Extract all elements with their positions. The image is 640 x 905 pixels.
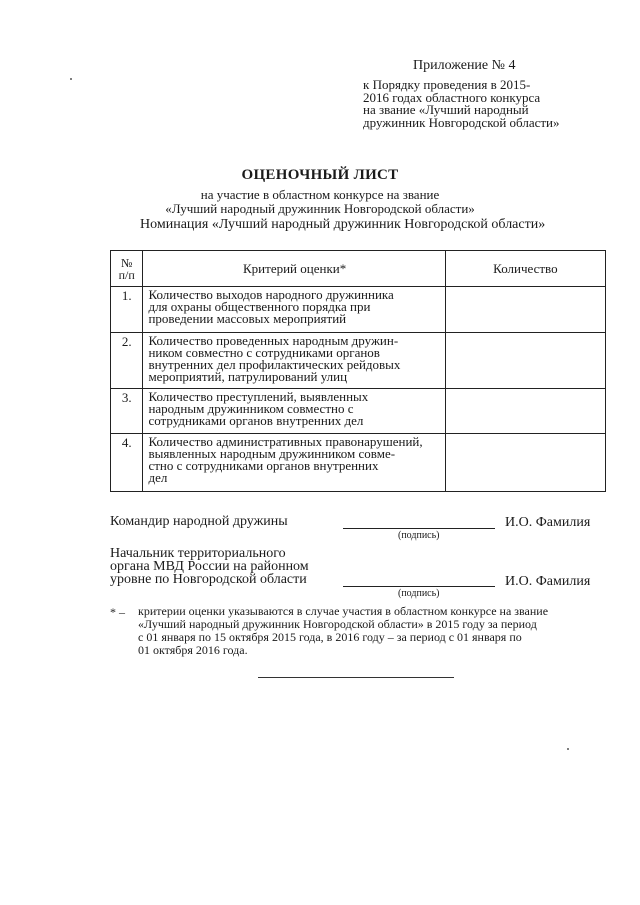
criterion-line: для охраны общественного порядка при	[148, 299, 371, 314]
table-row	[111, 389, 606, 434]
row-number: 4.	[111, 434, 143, 492]
appendix-line: 2016 годах областного конкурса	[363, 89, 541, 105]
signatory-name: И.О. Фамилия	[505, 515, 591, 530]
criterion-line: Количество административных правонарушений,	[148, 434, 423, 449]
quantity-cell[interactable]	[445, 434, 605, 492]
appendix-line: к Порядку проведения в 2015-	[363, 77, 531, 92]
signature-caption: (подпись)	[398, 530, 440, 541]
criterion-line: проведении массовых мероприятий	[148, 311, 347, 326]
table-row	[111, 333, 606, 389]
criterion-line: выявленных народным дружинником совме-	[148, 446, 396, 461]
criterion-line: народным дружинником совместно с	[148, 401, 354, 416]
quantity-cell[interactable]	[445, 389, 605, 434]
signature-line[interactable]	[343, 528, 495, 529]
criterion-line: Количество проведенных народным дружин-	[148, 333, 399, 348]
criterion-line: внутренних дел профилактических рейдовых	[148, 357, 401, 372]
appendix-title: Приложение № 4	[413, 58, 516, 73]
closing-rule	[258, 677, 454, 678]
signatory-label-line: органа МВД России на районном	[110, 559, 309, 574]
scan-speck	[567, 748, 569, 750]
footnote-line: «Лучший народный дружинник Новгородской области» в 2015 году за период	[138, 617, 537, 631]
subtitle-line: «Лучший народный дружинник Новгородской области»	[165, 201, 475, 216]
appendix-line: на звание «Лучший народный	[363, 102, 529, 117]
document-subtitle	[0, 188, 640, 216]
signatory-name: И.О. Фамилия	[505, 574, 591, 589]
criterion-line: Количество выходов народного дружинника	[148, 287, 394, 302]
criterion-cell	[143, 434, 445, 492]
subtitle-line: на участие в областном конкурсе на звание	[200, 187, 440, 202]
appendix-reference	[363, 79, 593, 129]
row-number: 1.	[111, 287, 143, 333]
signatory-label-line: Командир народной дружины	[110, 514, 288, 529]
criterion-cell	[143, 389, 445, 434]
criterion-line: Количество преступлений, выявленных	[148, 389, 369, 404]
criterion-line: дел	[148, 470, 168, 485]
row-number: 3.	[111, 389, 143, 434]
header-quantity: Количество	[445, 251, 605, 287]
scan-speck	[70, 78, 72, 80]
table-header-row	[111, 251, 606, 287]
signature-caption: (подпись)	[398, 588, 440, 599]
footnote-marker: * –	[110, 605, 125, 619]
header-criterion: Критерий оценки*	[143, 251, 445, 287]
footnote-text	[138, 605, 598, 657]
quantity-cell[interactable]	[445, 287, 605, 333]
footnote-line: 01 октября 2016 года.	[138, 643, 248, 657]
table-row	[111, 287, 606, 333]
appendix-line: дружинник Новгородской области»	[363, 114, 560, 130]
signatory-label-line: Начальник территориального	[110, 546, 286, 561]
table-row	[111, 434, 606, 492]
signatory-label-line: уровне по Новгородской области	[110, 572, 307, 587]
criteria-table	[110, 250, 606, 492]
signatory-chief-label	[110, 547, 309, 586]
criterion-line: ником совместно с сотрудниками органов	[148, 345, 380, 360]
footnote-line: критерии оценки указываются в случае участия в областном конкурсе на звание	[138, 604, 549, 618]
nomination-line: Номинация «Лучший народный дружинник Новгородской области»	[140, 217, 546, 232]
header-number-symbol: №	[121, 255, 133, 270]
criterion-cell	[143, 333, 445, 389]
document-title: ОЦЕНОЧНЫЙ ЛИСТ	[241, 167, 399, 183]
criterion-line: мероприятий, патрулирований улиц	[148, 369, 348, 384]
header-number	[111, 251, 143, 287]
footnote-line: с 01 января по 15 октября 2015 года, в 2016 году – за период с 01 января по	[138, 630, 522, 644]
quantity-cell[interactable]	[445, 333, 605, 389]
signature-line[interactable]	[343, 586, 495, 587]
criterion-line: стно с сотрудниками органов внутренних	[148, 458, 379, 473]
criterion-line: сотрудниками органов внутренних дел	[148, 413, 364, 428]
signatory-commander-label	[110, 515, 288, 528]
header-number-abbr: п/п	[118, 267, 135, 282]
row-number: 2.	[111, 333, 143, 389]
criterion-cell	[143, 287, 445, 333]
